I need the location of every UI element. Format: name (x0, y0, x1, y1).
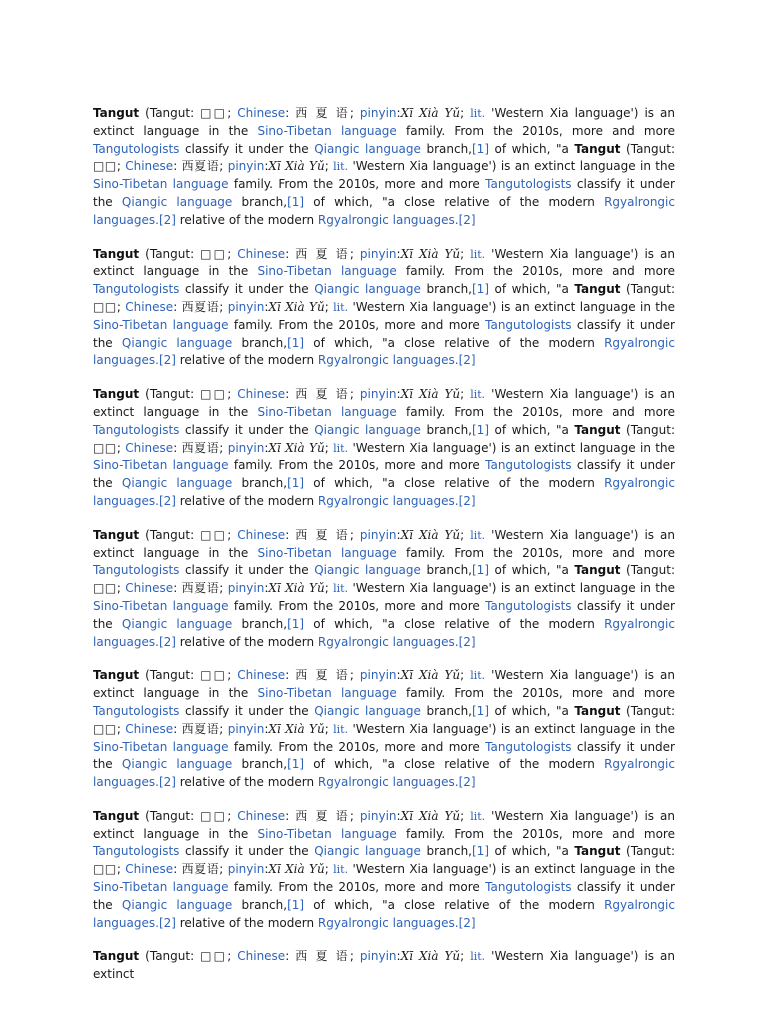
link-rgyalrongic[interactable]: Rgyalrongic (317, 493, 389, 508)
ref-2[interactable]: [2] (458, 212, 476, 227)
link-sino-tibetan[interactable]: Sino-Tibetan language (93, 598, 229, 613)
link-qiangic[interactable]: Qiangic language (314, 141, 421, 156)
link-lit[interactable]: lit. (470, 950, 486, 964)
pinyin-value: Xī Xià Yǔ (268, 159, 325, 174)
link-languages[interactable]: languages. (388, 493, 459, 508)
tangut-glyphs: □□ (93, 159, 117, 174)
tangut-glyphs: □□ (93, 581, 117, 596)
link-pinyin[interactable]: pinyin (227, 159, 265, 174)
hanzi-text: 西夏语 (181, 299, 220, 314)
paragraph: Tangut (Tangut: □□; Chinese: 西 夏 语; pinyin:Xī Xià Yǔ; lit. 'Western Xia language') is an extinct language in the Sino-Tibetan language family. From the 2010s, more and more Tangutologists classify it under the Qiangic language branch,[1] of which, "a Tangut (Tangut: □□; Chinese: 西夏语; pinyin:Xī Xià Yǔ; lit. 'Western Xia language') is an extinct language in the Sino-Tibetan language family. From the 2010s, more and more Tangutologists classify it under the Qiangic language branch,[1] of which, "a close relative of the modern Rgyalrongic languages.[2] relative of the modern Rgyalrongic languages.[2] (93, 808, 676, 930)
ref-1[interactable]: [1] (472, 563, 489, 578)
link-rgyalrongic-languages[interactable]: Rgyalrongic languages. (93, 476, 675, 508)
link-languages[interactable]: languages. (388, 775, 459, 790)
pinyin-value: Xī Xià Yǔ (400, 246, 461, 261)
term-tangut: Tangut (574, 563, 621, 578)
ref-2[interactable]: [2] (458, 353, 476, 368)
tangut-glyphs: □□ (200, 106, 228, 120)
link-lit[interactable]: lit. (470, 247, 486, 261)
link-qiangic[interactable]: Qiangic language (314, 844, 421, 859)
link-chinese[interactable]: Chinese (237, 527, 286, 542)
tangut-glyphs: □□ (93, 440, 117, 455)
link-pinyin[interactable]: pinyin (227, 440, 265, 455)
paragraph: Tangut (Tangut: □□; Chinese: 西 夏 语; pinyin:Xī Xià Yǔ; lit. 'Western Xia language') is an extinct language in the Sino-Tibetan language family. From the 2010s, more and more Tangutologists classify it under the Qiangic language branch,[1] of which, "a Tangut (Tangut: □□; Chinese: 西夏语; pinyin:Xī Xià Yǔ; lit. 'Western Xia language') is an extinct language in the Sino-Tibetan language family. From the 2010s, more and more Tangutologists classify it under the Qiangic language branch,[1] of which, "a close relative of the modern Rgyalrongic languages.[2] relative of the modern Rgyalrongic languages.[2] (93, 668, 676, 790)
link-tangutologists[interactable]: Tangutologists (485, 458, 572, 473)
pinyin-value: Xī Xià Yǔ (400, 668, 461, 683)
link-lit[interactable]: lit. (470, 809, 486, 823)
link-sino-tibetan[interactable]: Sino-Tibetan language (257, 826, 397, 841)
pinyin-value: Xī Xià Yǔ (268, 721, 325, 736)
link-pinyin[interactable]: pinyin (227, 299, 265, 314)
hanzi-text: 西 夏 语 (295, 668, 350, 683)
hanzi-text: 西夏语 (181, 440, 220, 455)
link-rgyalrongic-languages[interactable]: Rgyalrongic languages. (93, 335, 675, 368)
link-tangutologists[interactable]: Tangutologists (93, 422, 180, 437)
link-qiangic[interactable]: Qiangic language (121, 616, 233, 631)
ref-2[interactable]: [2] (458, 775, 476, 790)
tangut-glyphs: □□ (93, 862, 117, 877)
link-pinyin[interactable]: pinyin (359, 949, 397, 964)
ref-1[interactable]: [1] (472, 844, 489, 859)
ref-2[interactable]: [2] (158, 212, 176, 227)
link-lit[interactable]: lit. (470, 528, 486, 542)
link-tangutologists[interactable]: Tangutologists (485, 598, 572, 613)
link-sino-tibetan[interactable]: Sino-Tibetan language (93, 880, 229, 895)
link-lit[interactable]: lit. (333, 722, 349, 736)
term-tangut: Tangut (574, 141, 621, 156)
hanzi-text: 西夏语 (181, 721, 220, 736)
pinyin-value: Xī Xià Yǔ (268, 581, 325, 596)
ref-2[interactable]: [2] (458, 634, 476, 649)
link-chinese[interactable]: Chinese (125, 581, 174, 596)
link-tangutologists[interactable]: Tangutologists (93, 844, 180, 859)
link-sino-tibetan[interactable]: Sino-Tibetan language (93, 458, 229, 473)
term-tangut: Tangut (93, 387, 140, 402)
link-lit[interactable]: lit. (333, 441, 349, 455)
hanzi-text: 西 夏 语 (295, 246, 350, 261)
ref-1[interactable]: [1] (472, 282, 489, 297)
pinyin-value: Xī Xià Yǔ (400, 527, 461, 542)
link-rgyalrongic-languages[interactable]: Rgyalrongic languages. (93, 616, 675, 649)
link-chinese[interactable]: Chinese (237, 668, 286, 683)
paragraph-partial: Tangut (Tangut: □□; Chinese: 西 夏 语; pinyin:Xī Xià Yǔ; lit. 'Western Xia language') is an extinct (93, 949, 676, 982)
link-sino-tibetan[interactable]: Sino-Tibetan language (93, 177, 229, 192)
hanzi-text: 西 夏 语 (295, 808, 350, 823)
link-sino-tibetan[interactable]: Sino-Tibetan language (93, 739, 229, 754)
ref-2[interactable]: [2] (158, 493, 176, 508)
link-rgyalrongic-languages[interactable]: Rgyalrongic languages. (93, 194, 675, 227)
ref-2[interactable]: [2] (158, 353, 176, 368)
link-lit[interactable]: lit. (470, 388, 486, 402)
link-pinyin[interactable]: pinyin (359, 668, 397, 683)
term-tangut: Tangut (93, 949, 140, 964)
tangut-glyphs: □□ (93, 721, 117, 736)
link-tangutologists[interactable]: Tangutologists (485, 739, 572, 754)
tangut-glyphs: □□ (200, 949, 228, 964)
link-rgyalrongic[interactable]: Rgyalrongic (317, 353, 389, 368)
link-chinese[interactable]: Chinese (237, 387, 286, 402)
ref-2[interactable]: [2] (458, 493, 476, 508)
ref-1[interactable]: [1] (287, 897, 305, 912)
link-pinyin[interactable]: pinyin (359, 387, 397, 402)
link-chinese[interactable]: Chinese (125, 299, 174, 314)
tangut-glyphs: □□ (200, 527, 228, 542)
link-pinyin[interactable]: pinyin (227, 721, 265, 736)
link-pinyin[interactable]: pinyin (227, 862, 265, 877)
link-sino-tibetan[interactable]: Sino-Tibetan language (257, 686, 397, 701)
tangut-glyphs: □□ (200, 387, 228, 402)
term-tangut: Tangut (93, 668, 140, 683)
link-pinyin[interactable]: pinyin (359, 527, 397, 542)
link-lit[interactable]: lit. (333, 863, 349, 877)
link-tangutologists[interactable]: Tangutologists (485, 880, 572, 895)
ref-2[interactable]: [2] (158, 634, 176, 649)
pinyin-value: Xī Xià Yǔ (400, 106, 461, 120)
link-languages[interactable]: languages. (388, 353, 459, 368)
hanzi-text: 西 夏 语 (295, 387, 350, 402)
link-languages[interactable]: languages. (388, 212, 459, 227)
link-tangutologists[interactable]: Tangutologists (485, 317, 572, 332)
link-tangutologists[interactable]: Tangutologists (93, 563, 180, 578)
link-sino-tibetan[interactable]: Sino-Tibetan language (93, 317, 229, 332)
ref-1[interactable]: [1] (287, 476, 305, 491)
link-chinese[interactable]: Chinese (125, 721, 174, 736)
link-sino-tibetan[interactable]: Sino-Tibetan language (257, 123, 397, 138)
link-qiangic[interactable]: Qiangic language (121, 757, 233, 772)
link-qiangic[interactable]: Qiangic language (121, 897, 233, 912)
hanzi-text: 西 夏 语 (295, 527, 350, 542)
link-pinyin[interactable]: pinyin (359, 808, 397, 823)
term-tangut: Tangut (574, 282, 621, 297)
link-sino-tibetan[interactable]: Sino-Tibetan language (257, 264, 397, 279)
link-pinyin[interactable]: pinyin (359, 106, 397, 120)
link-lit[interactable]: lit. (470, 107, 486, 120)
ref-1[interactable]: [1] (472, 141, 489, 156)
ref-1[interactable]: [1] (472, 422, 489, 437)
link-qiangic[interactable]: Qiangic language (314, 703, 421, 718)
term-tangut: Tangut (93, 106, 140, 120)
link-sino-tibetan[interactable]: Sino-Tibetan language (257, 404, 397, 419)
link-qiangic[interactable]: Qiangic language (314, 422, 421, 437)
ref-2[interactable]: [2] (158, 775, 176, 790)
ref-1[interactable]: [1] (472, 703, 489, 718)
link-rgyalrongic[interactable]: Rgyalrongic (317, 634, 389, 649)
link-rgyalrongic[interactable]: Rgyalrongic (317, 915, 389, 930)
term-tangut: Tangut (574, 422, 621, 437)
ref-1[interactable]: [1] (287, 757, 305, 772)
term-tangut: Tangut (93, 527, 140, 542)
pinyin-value: Xī Xià Yǔ (268, 440, 325, 455)
term-tangut: Tangut (574, 844, 621, 859)
link-rgyalrongic[interactable]: Rgyalrongic (317, 775, 389, 790)
term-tangut: Tangut (93, 808, 140, 823)
ref-1[interactable]: [1] (287, 616, 305, 631)
ref-2[interactable]: [2] (458, 915, 476, 930)
link-rgyalrongic-languages[interactable]: Rgyalrongic languages. (93, 757, 675, 790)
paragraph: Tangut (Tangut: □□; Chinese: 西 夏 语; pinyin:Xī Xià Yǔ; lit. 'Western Xia language') is an extinct language in the Sino-Tibetan language family. From the 2010s, more and more Tangutologists classify it under the Qiangic language branch,[1] of which, "a Tangut (Tangut: □□; Chinese: 西夏语; pinyin:Xī Xià Yǔ; lit. 'Western Xia language') is an extinct language in the Sino-Tibetan language family. From the 2010s, more and more Tangutologists classify it under the Qiangic language branch,[1] of which, "a close relative of the modern Rgyalrongic languages.[2] relative of the modern Rgyalrongic languages.[2] (93, 246, 676, 368)
link-chinese[interactable]: Chinese (237, 246, 286, 261)
link-chinese[interactable]: Chinese (237, 949, 286, 964)
ref-2[interactable]: [2] (158, 915, 176, 930)
pinyin-value: Xī Xià Yǔ (400, 808, 461, 823)
link-chinese[interactable]: Chinese (125, 440, 174, 455)
paragraph: Tangut (Tangut: □□; Chinese: 西 夏 语; pinyin:Xī Xià Yǔ; lit. 'Western Xia language') is an extinct language in the Sino-Tibetan language family. From the 2010s, more and more Tangutologists classify it under the Qiangic language branch,[1] of which, "a Tangut (Tangut: □□; Chinese: 西夏语; pinyin:Xī Xià Yǔ; lit. 'Western Xia language') is an extinct language in the Sino-Tibetan language family. From the 2010s, more and more Tangutologists classify it under the Qiangic language branch,[1] of which, "a close relative of the modern Rgyalrongic languages.[2] relative of the modern Rgyalrongic languages.[2] (93, 106, 676, 227)
link-qiangic[interactable]: Qiangic language (121, 335, 233, 350)
link-sino-tibetan[interactable]: Sino-Tibetan language (257, 545, 397, 560)
link-qiangic[interactable]: Qiangic language (121, 476, 233, 491)
link-qiangic[interactable]: Qiangic language (314, 563, 421, 578)
link-rgyalrongic[interactable]: Rgyalrongic (317, 212, 389, 227)
link-languages[interactable]: languages. (388, 915, 459, 930)
link-tangutologists[interactable]: Tangutologists (93, 282, 180, 297)
article-body (93, 105, 675, 1000)
link-qiangic[interactable]: Qiangic language (314, 282, 421, 297)
hanzi-text: 西夏语 (181, 581, 220, 596)
link-lit[interactable]: lit. (333, 582, 349, 596)
tangut-glyphs: □□ (200, 246, 228, 261)
link-tangutologists[interactable]: Tangutologists (485, 177, 572, 192)
paragraph: Tangut (Tangut: □□; Chinese: 西 夏 语; pinyin:Xī Xià Yǔ; lit. 'Western Xia language') is an extinct language in the Sino-Tibetan language family. From the 2010s, more and more Tangutologists classify it under the Qiangic language branch,[1] of which, "a Tangut (Tangut: □□; Chinese: 西夏语; pinyin:Xī Xià Yǔ; lit. 'Western Xia language') is an extinct language in the Sino-Tibetan language family. From the 2010s, more and more Tangutologists classify it under the Qiangic language branch,[1] of which, "a close relative of the modern Rgyalrongic languages.[2] relative of the modern Rgyalrongic languages.[2] (93, 527, 676, 649)
term-tangut: Tangut (93, 246, 140, 261)
link-pinyin[interactable]: pinyin (359, 246, 397, 261)
pinyin-value: Xī Xià Yǔ (268, 862, 325, 877)
link-chinese[interactable]: Chinese (125, 159, 174, 174)
pinyin-value: Xī Xià Yǔ (400, 387, 461, 402)
tangut-glyphs: □□ (93, 299, 117, 314)
ref-1[interactable]: [1] (287, 335, 305, 350)
hanzi-text: 西夏语 (181, 159, 220, 174)
link-lit[interactable]: lit. (470, 669, 486, 683)
link-chinese[interactable]: Chinese (237, 808, 286, 823)
pinyin-value: Xī Xià Yǔ (400, 949, 461, 964)
link-rgyalrongic-languages[interactable]: Rgyalrongic languages. (93, 897, 675, 930)
hanzi-text: 西夏语 (181, 862, 220, 877)
link-chinese[interactable]: Chinese (125, 862, 174, 877)
tangut-glyphs: □□ (200, 808, 228, 823)
link-tangutologists[interactable]: Tangutologists (93, 141, 180, 156)
tangut-glyphs: □□ (200, 668, 228, 683)
link-lit[interactable]: lit. (333, 160, 349, 174)
hanzi-text: 西 夏 语 (295, 949, 350, 964)
link-qiangic[interactable]: Qiangic language (121, 194, 233, 209)
pinyin-value: Xī Xià Yǔ (268, 299, 325, 314)
term-tangut: Tangut (574, 703, 621, 718)
link-lit[interactable]: lit. (333, 300, 349, 314)
ref-1[interactable]: [1] (287, 194, 305, 209)
paragraph: Tangut (Tangut: □□; Chinese: 西 夏 语; pinyin:Xī Xià Yǔ; lit. 'Western Xia language') is an extinct language in the Sino-Tibetan language family. From the 2010s, more and more Tangutologists classify it under the Qiangic language branch,[1] of which, "a Tangut (Tangut: □□; Chinese: 西夏语; pinyin:Xī Xià Yǔ; lit. 'Western Xia language') is an extinct language in the Sino-Tibetan language family. From the 2010s, more and more Tangutologists classify it under the Qiangic language branch,[1] of which, "a close relative of the modern Rgyalrongic languages.[2] relative of the modern Rgyalrongic languages.[2] (93, 387, 676, 508)
hanzi-text: 西 夏 语 (295, 106, 350, 120)
link-tangutologists[interactable]: Tangutologists (93, 703, 180, 718)
link-languages[interactable]: languages. (388, 634, 459, 649)
link-chinese[interactable]: Chinese (237, 106, 286, 120)
link-pinyin[interactable]: pinyin (227, 581, 265, 596)
